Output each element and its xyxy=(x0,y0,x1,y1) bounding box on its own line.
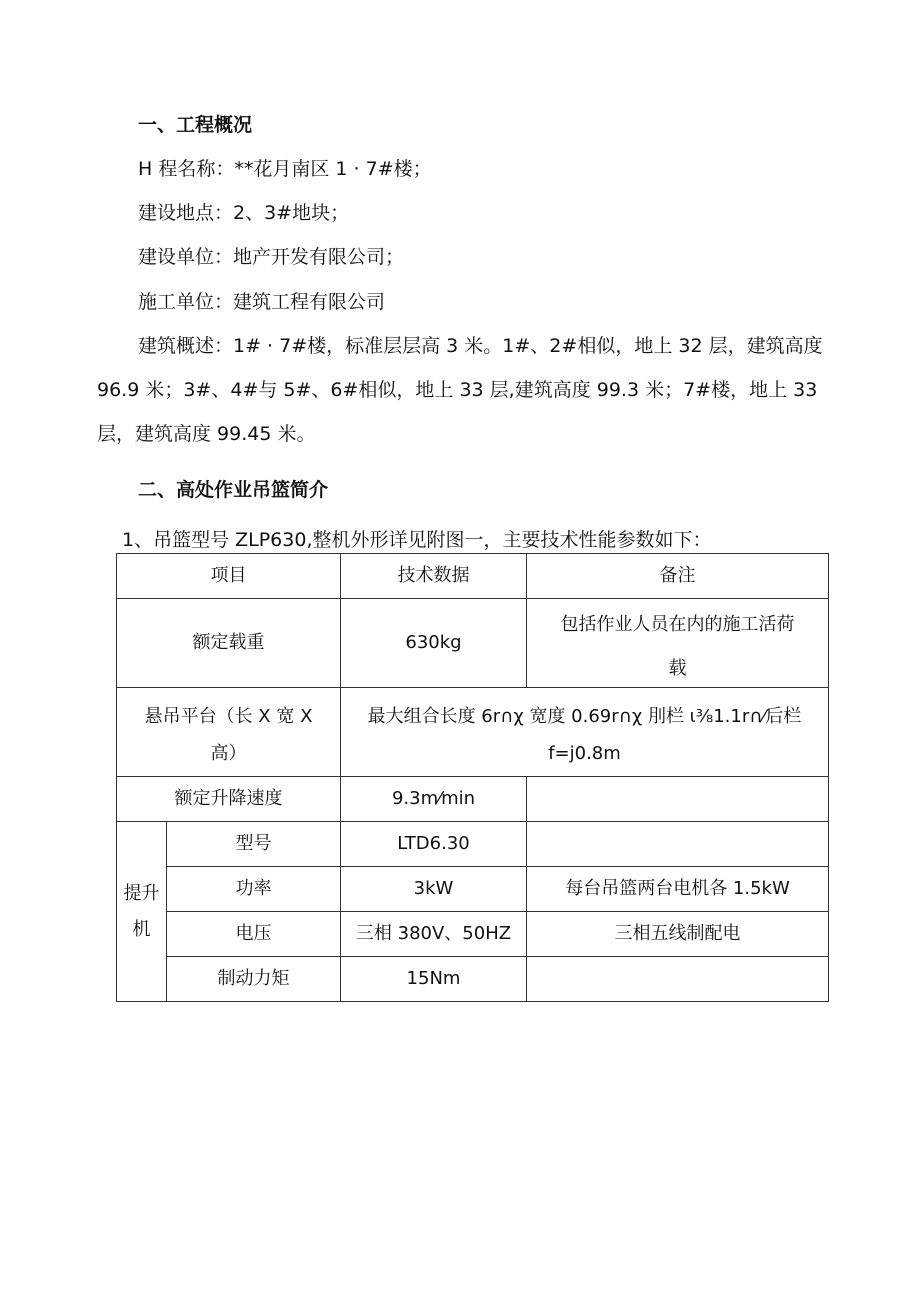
speed-note xyxy=(527,777,829,822)
contractor-line: 施工单位：建筑工程有限公司 xyxy=(138,291,386,313)
hoist-power-note: 每台吊篮两台电机各 1.5kW xyxy=(527,867,829,912)
rated-load-value: 630kg xyxy=(341,599,527,688)
hoist-torque-value: 15Nm xyxy=(341,957,527,1002)
construction-unit-line: 建设单位：地产开发有限公司； xyxy=(138,246,405,268)
speed-item: 额定升降速度 xyxy=(117,777,341,822)
overview-line-2: 96.9 米；3#、4#与 5#、6#相似，地上 33 层,建筑高度 99.3 米；7#楼，地上 33 xyxy=(97,379,818,401)
project-name-line: H 程名称：**花月南区 1 · 7#楼； xyxy=(138,158,432,180)
hoist-voltage-value: 三相 380V、50HZ xyxy=(341,912,527,957)
table-row xyxy=(117,957,829,1002)
hoist-power-item: 功率 xyxy=(167,867,341,912)
platform-item xyxy=(117,688,341,777)
hoist-group-label xyxy=(117,822,167,1002)
hoist-group-line1: 提升 xyxy=(123,882,160,904)
hoist-model-item: 型号 xyxy=(167,822,341,867)
platform-value-line1: 最大组合长度 6r∩χ 宽度 0.69r∩χ 刖栏 ι⅜1.1r∩⁄后栏 xyxy=(367,706,802,727)
hoist-group-line2: 机 xyxy=(132,918,151,940)
table-row xyxy=(117,912,829,957)
table-row xyxy=(117,777,829,822)
speed-value: 9.3m⁄min xyxy=(341,777,527,822)
section1-heading: 一、工程概况 xyxy=(138,114,253,136)
construction-site-line: 建设地点：2、3#地块； xyxy=(138,202,350,224)
header-tech-data: 技术数据 xyxy=(341,554,527,599)
rated-load-item: 额定载重 xyxy=(117,599,341,688)
hoist-voltage-item: 电压 xyxy=(167,912,341,957)
table-row xyxy=(117,822,829,867)
hoist-voltage-note: 三相五线制配电 xyxy=(527,912,829,957)
overview-line-1: 建筑概述：1# · 7#楼，标准层层高 3 米。1#、2#相似，地上 32 层，建筑高度 xyxy=(138,335,823,357)
hoist-torque-note xyxy=(527,957,829,1002)
platform-item-line1: 悬吊平台（长 X 宽 X xyxy=(144,706,313,727)
spec-table xyxy=(116,553,829,1002)
platform-item-line2: 高） xyxy=(210,743,247,764)
table-header-row xyxy=(117,554,829,599)
platform-value-line2: f=j0.8m xyxy=(548,743,621,764)
table-row xyxy=(117,599,829,688)
table-row xyxy=(117,867,829,912)
hoist-power-value: 3kW xyxy=(341,867,527,912)
hoist-model-note xyxy=(527,822,829,867)
rated-load-note-line1: 包括作业人员在内的施工活荷 xyxy=(560,614,795,635)
header-note: 备注 xyxy=(527,554,829,599)
platform-value xyxy=(341,688,829,777)
section2-intro: 1、吊篮型号 ZLP630,整机外形详见附图一，主要技术性能参数如下： xyxy=(122,529,712,551)
rated-load-note-line2: 载 xyxy=(668,658,687,679)
hoist-torque-item: 制动力矩 xyxy=(167,957,341,1002)
hoist-model-value: LTD6.30 xyxy=(341,822,527,867)
rated-load-note xyxy=(527,599,829,688)
header-item: 项目 xyxy=(117,554,341,599)
table-row xyxy=(117,688,829,777)
overview-line-3: 层，建筑高度 99.45 米。 xyxy=(97,423,316,445)
section2-heading: 二、高处作业吊篮简介 xyxy=(138,479,329,501)
